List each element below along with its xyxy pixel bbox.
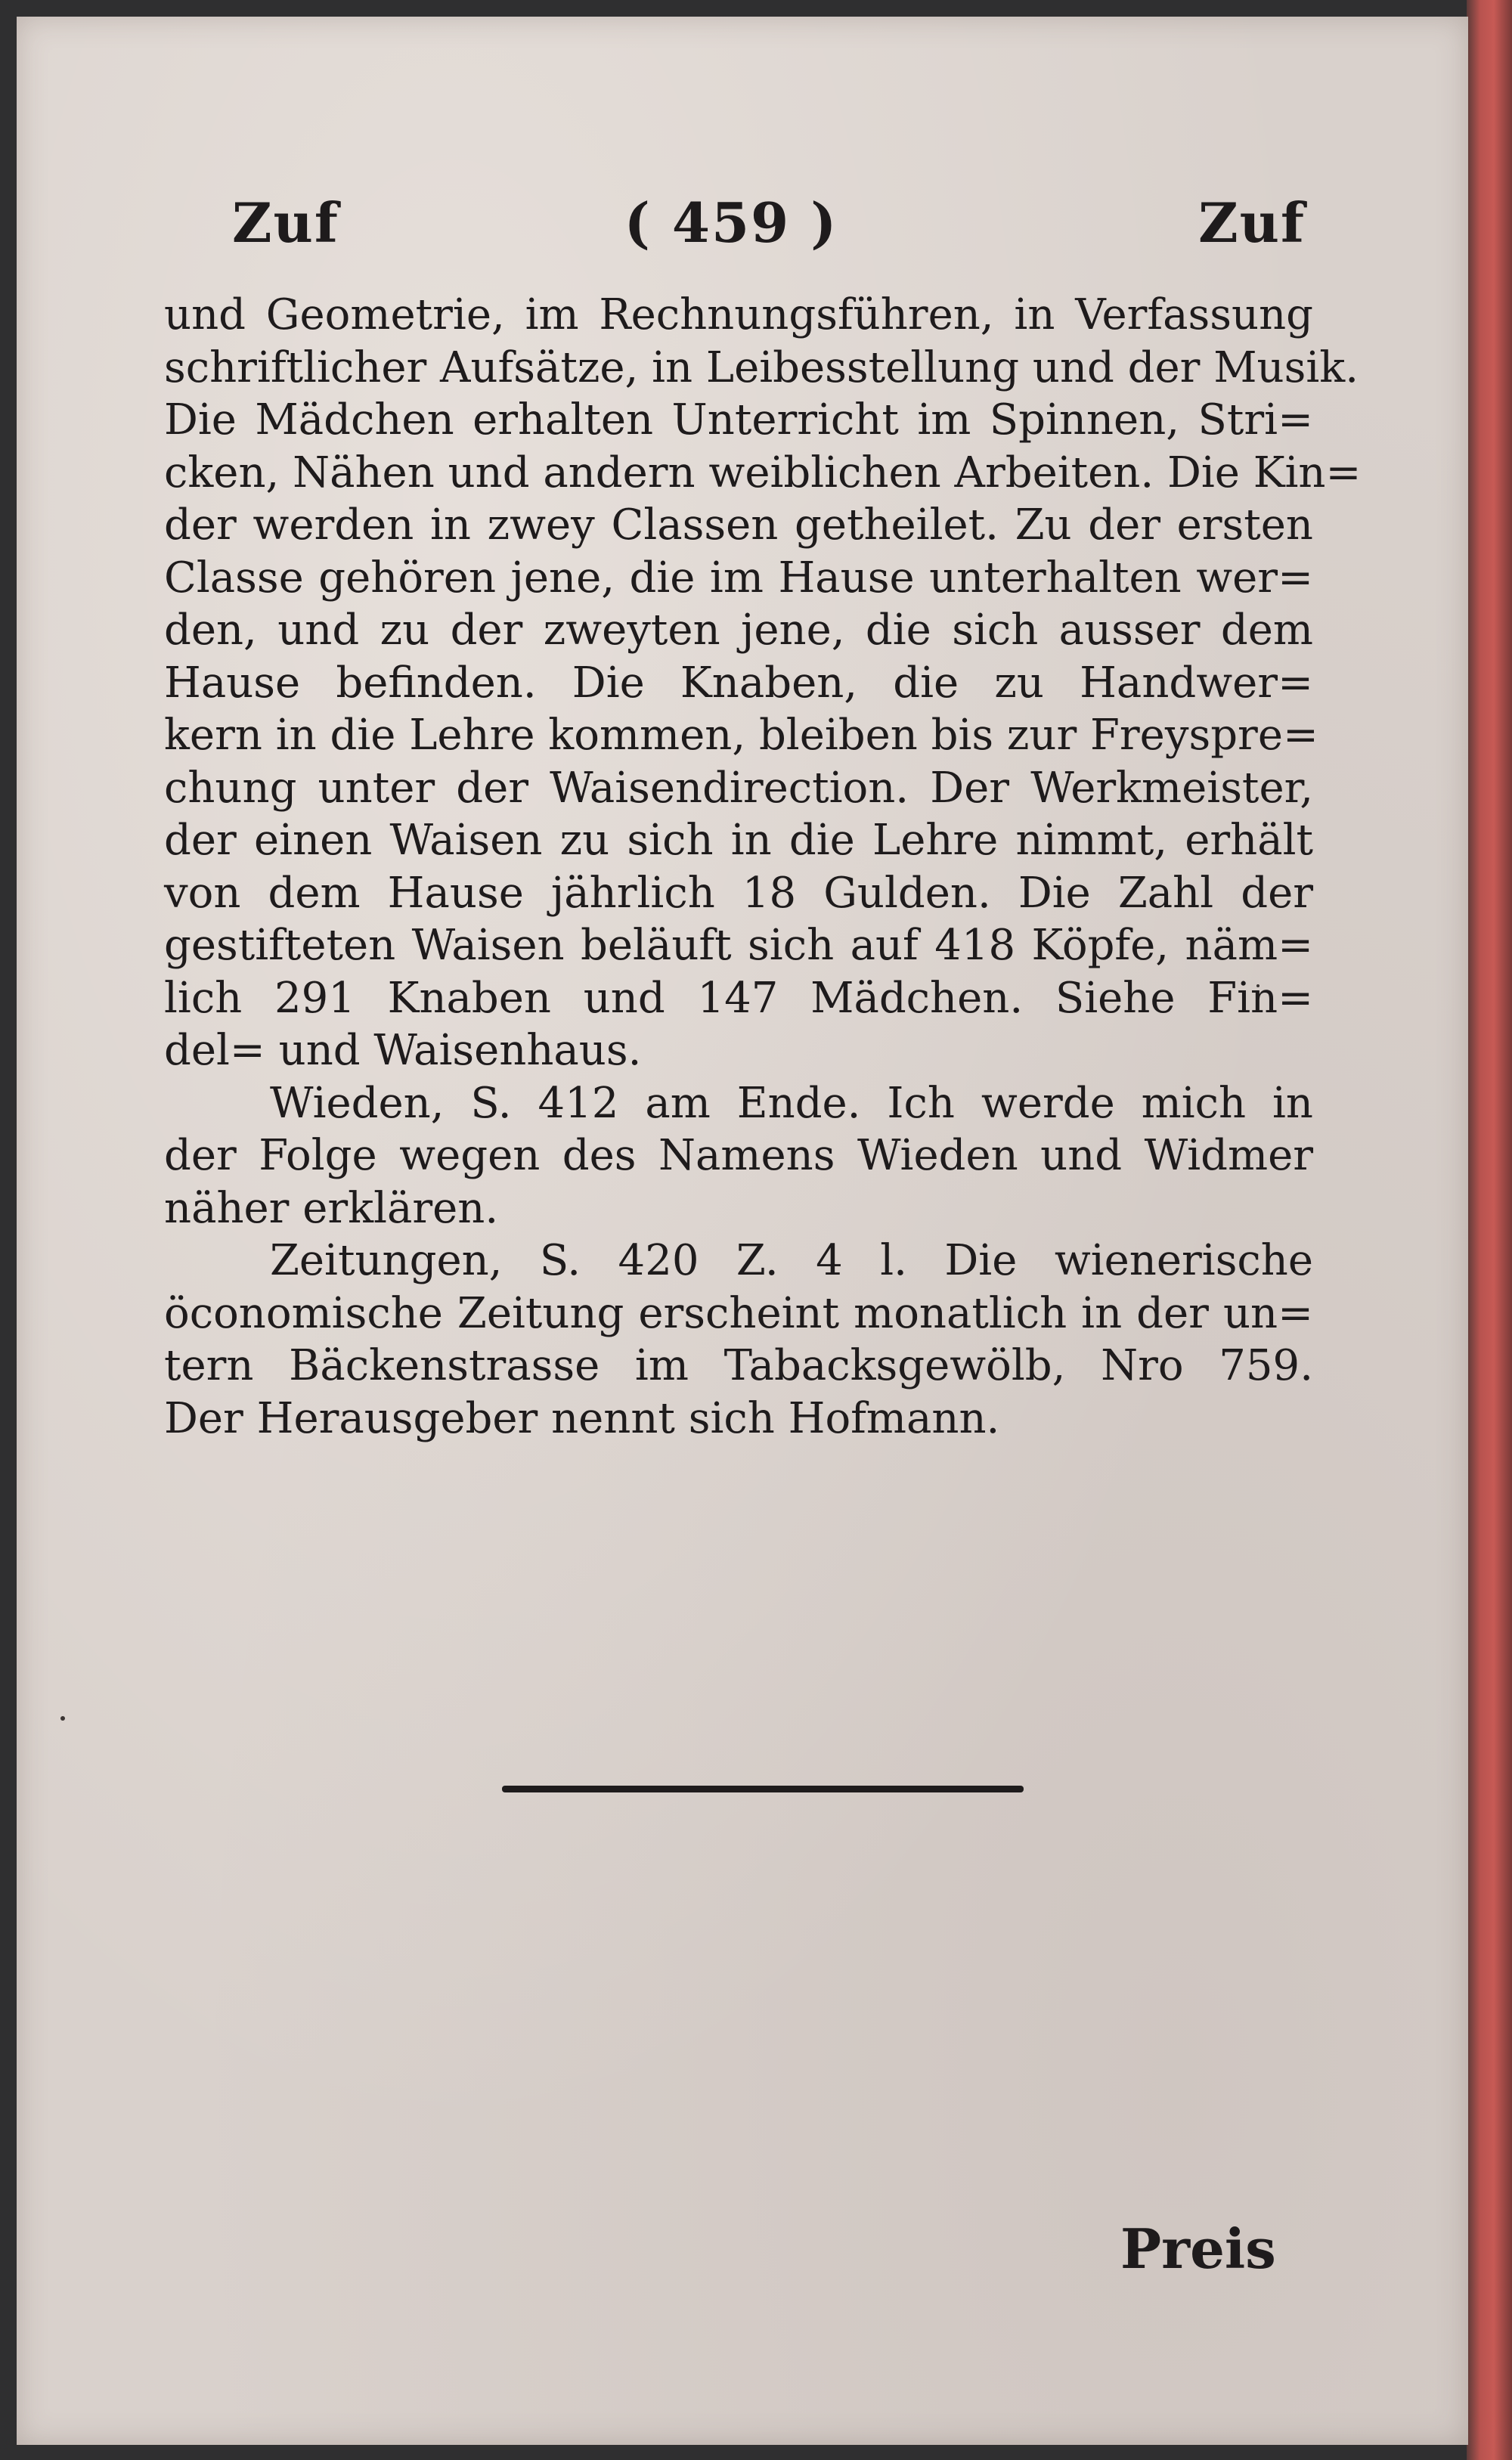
running-header [164, 191, 1313, 289]
text-line: cken, Nähen und andern weiblichen Arbeiten. Die Kin= [164, 448, 1362, 497]
text-line: der werden in zwey Classen getheilet. Zu der ersten [164, 500, 1313, 550]
header-left-keyword: Zuf [232, 191, 339, 255]
text-line: Classe gehören jene, die im Hause unterhalten wer= [164, 553, 1313, 603]
text-line: von dem Hause jährlich 18 Gulden. Die Zahl der [164, 868, 1313, 918]
body-text [164, 289, 1362, 1445]
text-line: Der Herausgeber nennt sich Hofmann. [164, 1393, 1000, 1443]
text-line: chung unter der Waisendirection. Der Werkmeister, [164, 763, 1313, 813]
text-line: schriftlicher Aufsätze, in Leibesstellung und der Musik. [164, 342, 1359, 392]
text-line: lich 291 Knaben und 147 Mädchen. Siehe Fin= [164, 973, 1313, 1023]
text-line: Zeitungen, S. 420 Z. 4 l. Die wienerische [270, 1236, 1313, 1285]
paragraph-wieden [164, 1077, 1313, 1235]
paragraph-zeitungen [164, 1235, 1313, 1445]
text-line: gestifteten Waisen beläuft sich auf 418 Köpfe, näm= [164, 921, 1313, 970]
page-number: ( 459 ) [624, 191, 838, 255]
section-divider-rule [502, 1786, 1024, 1792]
paragraph-orphanage [164, 289, 1362, 1077]
text-line: Die Mädchen erhalten Unterricht im Spinnen, Stri= [164, 395, 1313, 445]
book-edge [1467, 0, 1512, 2460]
header-right-keyword: Zuf [1198, 191, 1306, 255]
text-line: Hause befinden. Die Knaben, die zu Handwer= [164, 658, 1313, 708]
page-content [164, 191, 1362, 1445]
text-line: del= und Waisenhaus. [164, 1026, 642, 1075]
text-line: Wieden, S. 412 am Ende. Ich werde mich in [270, 1078, 1313, 1128]
paper-speck [60, 1716, 65, 1721]
text-line: näher erklären. [164, 1183, 499, 1233]
text-line: und Geometrie, im Rechnungsführen, in Verfassung [164, 290, 1313, 339]
text-line: den, und zu der zweyten jene, die sich ausser dem [164, 606, 1313, 655]
text-line: tern Bäckenstrasse im Tabacksgewölb, Nro 759. [164, 1341, 1313, 1390]
text-line: öconomische Zeitung erscheint monatlich in der un= [164, 1288, 1313, 1338]
book-page [17, 17, 1468, 2445]
text-line: kern in die Lehre kommen, bleiben bis zur Freyspre= [164, 711, 1318, 760]
catchword: Preis [1120, 2217, 1276, 2281]
text-line: der einen Waisen zu sich in die Lehre nimmt, erhält [164, 816, 1313, 865]
text-line: der Folge wegen des Namens Wieden und Widmer [164, 1131, 1313, 1180]
